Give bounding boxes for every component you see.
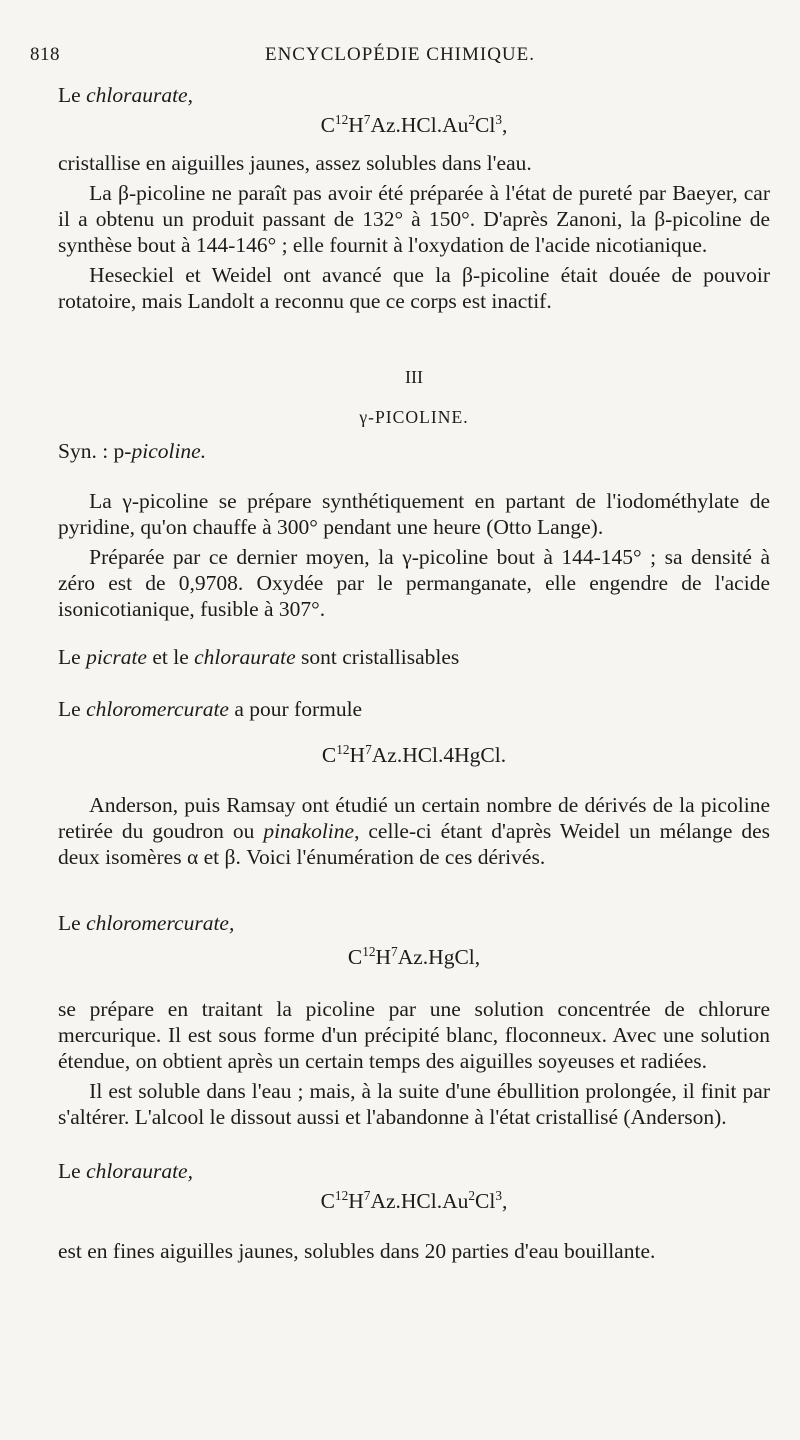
formula-sup: 12 — [336, 742, 350, 758]
paragraph — [58, 696, 770, 722]
running-title: ENCYCLOPÉDIE CHIMIQUE. — [264, 44, 536, 65]
formula-part: Az.HCl.Au — [370, 1189, 469, 1213]
formula-chloraurate — [58, 1188, 770, 1214]
synonym-term: picoline. — [131, 439, 207, 463]
paragraph: La β-picoline ne paraît pas avoir été préparée à l'état de pureté par Baeyer, car il a obtenu un produit passant de 132° à 150°. D'après Zanoni, la β-picoline de synthèse bout à 144-146° ; elle fournit à l'oxydation de l'acide nicotianique. — [58, 181, 770, 257]
formula-part: H — [348, 113, 364, 137]
formula-sup: 7 — [363, 112, 371, 128]
formula-sup: 7 — [391, 944, 398, 960]
label-text: Le — [58, 83, 87, 107]
synonym-label: Syn. : p- — [58, 439, 132, 463]
paragraph — [58, 644, 770, 670]
term-chloromercurate: chloromercurate, — [86, 911, 235, 935]
formula-part: Cl — [475, 1189, 496, 1213]
section-numeral: III — [405, 367, 423, 387]
formula-part: H — [348, 1189, 364, 1213]
formula-part: C — [320, 113, 335, 137]
formula-part: Az.HCl.4HgCl. — [371, 743, 507, 767]
formula-sup: 12 — [334, 112, 349, 128]
text-span: sont cristallisables — [295, 645, 460, 669]
section-title: γ-PICOLINE. — [359, 407, 469, 427]
formula-chloromercurate — [58, 944, 770, 970]
term-pinakoline: pinakoline — [263, 819, 355, 843]
term-chloromercurate: chloromercurate — [86, 697, 229, 721]
page-body — [58, 74, 770, 1264]
formula-sup: 2 — [468, 1188, 476, 1204]
formula-part: Cl — [475, 113, 496, 137]
term-chloraurate: chloraurate, — [86, 83, 193, 107]
formula-sup: 3 — [495, 1188, 503, 1204]
formula-part: H — [375, 945, 392, 969]
page-header — [30, 44, 770, 74]
text-span: Le — [58, 645, 87, 669]
chloraurate-label — [58, 82, 770, 108]
paragraph: Il est soluble dans l'eau ; mais, à la suite d'une ébullition prolongée, il finit par s'altérer. L'alcool le dissout aussi et l'abandonne à l'état cristallisé (Anderson). — [58, 1079, 770, 1129]
paragraph: est en fines aiguilles jaunes, solubles dans 20 parties d'eau bouillante. — [58, 1239, 656, 1263]
formula-chloraurate — [58, 112, 770, 138]
paragraph: cristallise en aiguilles jaunes, assez solubles dans l'eau. — [58, 151, 532, 175]
formula-sup: 7 — [365, 742, 372, 758]
text-span: Anderson, puis Ramsay ont étudié un certain nombre de dérivés de la picoline retirée du goudron ou — [58, 793, 770, 843]
formula-sup: 3 — [495, 112, 503, 128]
formula-chloromercurate-gamma — [58, 742, 770, 768]
term-chloraurate: chloraurate, — [86, 1159, 193, 1183]
formula-sup: 2 — [468, 112, 476, 128]
paragraph: Heseckiel et Weidel ont avancé que la β-picoline était douée de pouvoir rotatoire, mais Landolt a reconnu que ce corps est inactif. — [58, 263, 770, 313]
text-span: Le — [58, 697, 87, 721]
formula-part: C — [320, 1189, 335, 1213]
label-text: Le — [58, 1159, 87, 1183]
formula-part: C — [347, 945, 363, 969]
synonym-line — [58, 438, 770, 464]
text-span: et le — [146, 645, 195, 669]
chloraurate-label — [58, 1158, 770, 1184]
formula-part: Az.HCl.Au — [370, 113, 469, 137]
formula-sup: 12 — [362, 944, 376, 960]
formula-part: , — [502, 1189, 508, 1213]
formula-part: C — [321, 743, 337, 767]
term-chloraurate: chloraurate — [194, 645, 296, 669]
paragraph: Préparée par ce dernier moyen, la γ-picoline bout à 144-145° ; sa densité à zéro est de 0,9708. Oxydée par le permanganate, elle engendre de l'acide isonicotianique, fusible à 307°. — [58, 545, 770, 621]
chloromercurate-label — [58, 910, 770, 936]
page-number: 818 — [30, 44, 60, 65]
text-span: , celle-ci étant d'après Weidel un mélange des deux isomères α et β. Voici l'énumération de ces dérivés. — [58, 819, 770, 869]
label-text: Le — [58, 911, 87, 935]
formula-part: H — [349, 743, 366, 767]
paragraph — [58, 792, 770, 870]
paragraph: se prépare en traitant la picoline par une solution concentrée de chlorure mercurique. Il est sous forme d'un précipité blanc, floconneux. Avec une solution étendue, on obtient après un certain temps des aiguilles soyeuses et radiées. — [58, 997, 770, 1073]
paragraph: La γ-picoline se prépare synthétiquement en partant de l'iodométhylate de pyridine, qu'on chauffe à 300° pendant une heure (Otto Lange). — [58, 489, 770, 539]
formula-sup: 7 — [363, 1188, 371, 1204]
term-picrate: picrate — [86, 645, 147, 669]
text-span: a pour formule — [228, 697, 363, 721]
formula-sup: 12 — [334, 1188, 349, 1204]
formula-part: , — [502, 113, 508, 137]
formula-part: Az.HgCl, — [397, 945, 481, 969]
